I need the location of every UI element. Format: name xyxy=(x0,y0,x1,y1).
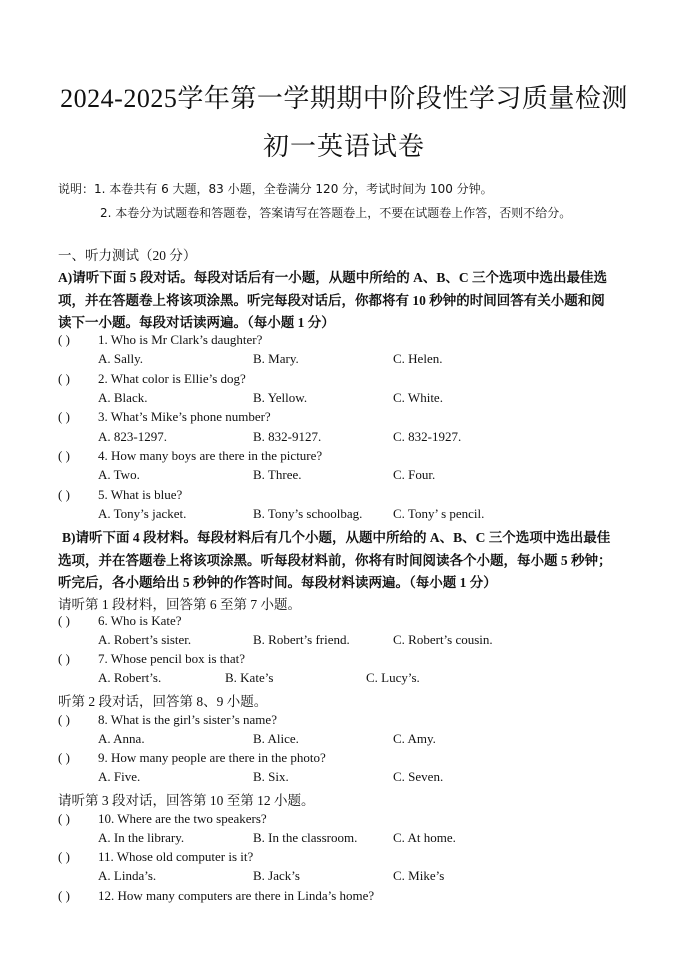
option-b: B. In the classroom. xyxy=(253,830,358,845)
question-text: 2. What color is Ellie’s dog? xyxy=(98,371,246,386)
part-b-line-1: B)请听下面 4 段材料。每段材料后有几个小题，从题中所给的 A、B、C 三个选项中选出最佳 xyxy=(62,530,611,545)
answer-blank[interactable]: ( ) xyxy=(58,811,70,826)
option-a: A. Tony’s jacket. xyxy=(98,506,187,521)
option-a: A. Robert’s. xyxy=(98,670,162,685)
note-1: 说明：1. 本卷共有 6 大题，83 小题，全卷满分 120 分，考试时间为 100 分钟。 xyxy=(58,182,493,196)
option-c: C. Tony’ s pencil. xyxy=(393,506,485,521)
question-text: 10. Where are the two speakers? xyxy=(98,811,267,826)
answer-blank[interactable]: ( ) xyxy=(58,888,70,903)
option-c: C. Amy. xyxy=(393,731,436,746)
option-b: B. Tony’s schoolbag. xyxy=(253,506,363,521)
question-text: 7. Whose pencil box is that? xyxy=(98,651,246,666)
answer-blank[interactable]: ( ) xyxy=(58,651,70,666)
answer-blank[interactable]: ( ) xyxy=(58,448,70,463)
question-text: 3. What’s Mike’s phone number? xyxy=(98,409,271,424)
part-b-line-2: 选项，并在答题卷上将该项涂黑。听每段材料前，你将有时间阅读各个小题，每小题 5 秒钟； xyxy=(58,553,612,568)
question-text: 9. How many people are there in the photo? xyxy=(98,750,326,765)
option-b: B. Six. xyxy=(253,769,289,784)
question-text: 1. Who is Mr Clark’s daughter? xyxy=(98,332,263,347)
part-b-line-3: 听完后，各小题给出 5 秒钟的作答时间。每段材料读两遍。（每小题 1 分） xyxy=(58,575,497,590)
section-heading: 一、听力测试（20 分） xyxy=(58,248,197,263)
answer-blank[interactable]: ( ) xyxy=(58,409,70,424)
option-b: B. Kate’s xyxy=(225,670,274,685)
answer-blank[interactable]: ( ) xyxy=(58,487,70,502)
option-c: C. At home. xyxy=(393,830,456,845)
question-text: 6. Who is Kate? xyxy=(98,613,182,628)
question-8 xyxy=(58,712,277,728)
answer-blank[interactable]: ( ) xyxy=(58,849,70,864)
question-12 xyxy=(58,888,374,904)
option-c: C. Lucy’s. xyxy=(366,670,420,685)
option-a: A. Black. xyxy=(98,390,148,405)
question-7 xyxy=(58,651,245,667)
instruction-1: 请听第 1 段材料，回答第 6 至第 7 小题。 xyxy=(58,597,301,612)
option-b: B. Three. xyxy=(253,467,302,482)
question-10 xyxy=(58,811,267,827)
option-c: C. Helen. xyxy=(393,351,443,366)
option-a: A. 823-1297. xyxy=(98,429,167,444)
part-a-line-1: A)请听下面 5 段对话。每段对话后有一小题，从题中所给的 A、B、C 三个选项中选出最佳选 xyxy=(58,270,607,285)
part-a-line-2: 项，并在答题卷上将该项涂黑。听完每段对话后，你都将有 10 秒钟的时间回答有关小题和阅 xyxy=(58,293,605,308)
question-9 xyxy=(58,750,326,766)
question-6 xyxy=(58,613,182,629)
question-text: 4. How many boys are there in the picture? xyxy=(98,448,323,463)
question-text: 8. What is the girl’s sister’s name? xyxy=(98,712,277,727)
option-a: A. Anna. xyxy=(98,731,145,746)
option-c: C. White. xyxy=(393,390,443,405)
answer-blank[interactable]: ( ) xyxy=(58,750,70,765)
option-b: B. Robert’s friend. xyxy=(253,632,350,647)
exam-title: 2024-2025学年第一学期期中阶段性学习质量检测 xyxy=(60,84,628,113)
option-b: B. 832-9127. xyxy=(253,429,322,444)
answer-blank[interactable]: ( ) xyxy=(58,613,70,628)
option-a: A. Two. xyxy=(98,467,140,482)
question-1 xyxy=(58,332,262,348)
part-a-line-3: 读下一小题。每段对话读两遍。（每小题 1 分） xyxy=(58,315,335,330)
option-a: A. Five. xyxy=(98,769,141,784)
question-5 xyxy=(58,487,182,503)
question-text: 11. Whose old computer is it? xyxy=(98,849,254,864)
option-a: A. In the library. xyxy=(98,830,185,845)
option-b: B. Mary. xyxy=(253,351,299,366)
note-2: 2. 本卷分为试题卷和答题卷，答案请写在答题卷上，不要在试题卷上作答，否则不给分。 xyxy=(100,206,572,220)
question-text: 12. How many computers are there in Linda’s home? xyxy=(98,888,375,903)
exam-subtitle: 初一英语试卷 xyxy=(262,132,425,161)
answer-blank[interactable]: ( ) xyxy=(58,712,70,727)
question-4 xyxy=(58,448,322,464)
option-c: C. Seven. xyxy=(393,769,444,784)
option-b: B. Alice. xyxy=(253,731,299,746)
option-c: C. Four. xyxy=(393,467,436,482)
instruction-3: 请听第 3 段对话，回答第 10 至第 12 小题。 xyxy=(58,793,315,808)
option-a: A. Robert’s sister. xyxy=(98,632,192,647)
option-a: A. Sally. xyxy=(98,351,144,366)
option-b: B. Yellow. xyxy=(253,390,308,405)
instruction-2: 听第 2 段对话，回答第 8、9 小题。 xyxy=(58,694,268,709)
question-2 xyxy=(58,371,246,387)
answer-blank[interactable]: ( ) xyxy=(58,371,70,386)
question-11 xyxy=(58,849,253,865)
question-3 xyxy=(58,409,271,425)
option-b: B. Jack’s xyxy=(253,868,300,883)
answer-blank[interactable]: ( ) xyxy=(58,332,70,347)
option-a: A. Linda’s. xyxy=(98,868,157,883)
option-c: C. Mike’s xyxy=(393,868,445,883)
option-c: C. 832-1927. xyxy=(393,429,462,444)
question-text: 5. What is blue? xyxy=(98,487,183,502)
option-c: C. Robert’s cousin. xyxy=(393,632,493,647)
